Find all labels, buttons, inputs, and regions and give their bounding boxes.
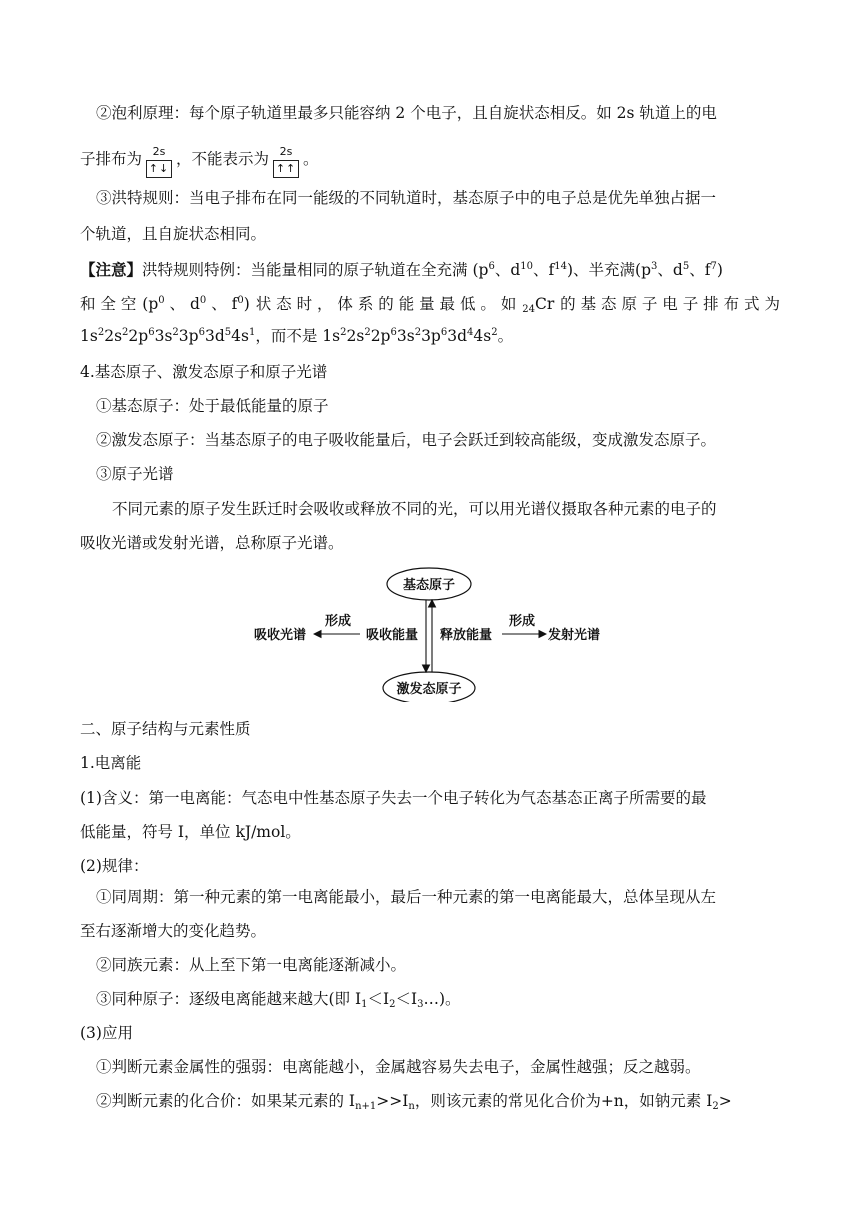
orbital-label-2: 2s (279, 145, 293, 158)
hund-rule-line-1: ③洪特规则：当电子排布在同一能级的不同轨道时，基态原子中的电子总是优先单独占据一 (96, 189, 717, 207)
atomic-spectrum-text-2: 吸收光谱或发射光谱，总称原子光谱。 (80, 534, 344, 552)
section-2-heading: 二、原子结构与元素性质 (80, 720, 251, 738)
excited-state-node: 激发态原子 (396, 682, 462, 697)
note-text: 洪特规则特例：当能量相同的原子轨道在全充满 (142, 261, 468, 279)
orbital-box-wrong (271, 146, 301, 180)
chromium-symbol: $_{24}$Cr (522, 295, 555, 315)
application-heading: (3)应用 (80, 1024, 133, 1042)
form-label-right: 形成 (508, 614, 536, 629)
pauli-example-text-b: ，不能表示为 (176, 150, 270, 168)
section-4-heading: 4.基态原子、激发态原子和原子光谱 (80, 363, 328, 381)
spectrum-diagram (250, 562, 610, 702)
form-label-left: 形成 (324, 614, 352, 629)
absorption-spectrum-label: 吸收光谱 (254, 628, 307, 643)
orbital-arrows-correct: ↑↓ (146, 160, 172, 178)
pauli-example-text-a: 子排布为 (80, 150, 143, 168)
note-lowest-energy: 状 态 时 ， 体 系 的 能 量 最 低 。 如 (255, 295, 517, 313)
note-empty-config: ($p^0$ 、 $d^0$ 、 $f^0$) (142, 295, 250, 313)
note-empty-label: 和 全 空 (80, 295, 137, 313)
note-full-filled: ($p^6$、$d^{10}$、$f^{14}$)、半充满($p^3$、$d^5$、$f^7$) (472, 261, 723, 279)
rules-heading: (2)规律： (80, 857, 149, 875)
period-rule-1: ①同周期：第一种元素的第一电离能最小，最后一种元素的第一电离能最大，总体呈现从左 (96, 888, 717, 906)
excited-state-line: ②激发态原子：当基态原子的电子吸收能量后，电子会跃迁到较高能级，变成激发态原子。 (96, 431, 717, 449)
note-head: 【注意】 (80, 260, 143, 279)
cr-wrong-config: $1s^22s^22p^63s^23p^63d^44s^2$。 (322, 327, 514, 345)
ionization-heading: 1.电离能 (80, 754, 142, 772)
orbital-arrows-wrong: ↑↑ (273, 160, 299, 178)
absorb-energy-label: 吸收能量 (365, 628, 418, 643)
note-line-1 (80, 260, 723, 280)
note-config-label: 的 基 态 原 子 电 子 排 布 式 为 (560, 295, 780, 313)
ionization-def-2: 低能量，符号 I，单位 kJ/mol。 (80, 823, 301, 841)
note-line-3 (80, 326, 513, 346)
ground-state-line: ①基态原子：处于最低能量的原子 (96, 397, 329, 415)
atomic-spectrum-heading: ③原子光谱 (96, 465, 174, 483)
orbital-box-correct (144, 146, 174, 180)
note-line-2 (80, 294, 780, 314)
atomic-spectrum-text-1: 不同元素的原子发生跃迁时会吸收或释放不同的光，可以用光谱仪摄取各种元素的电子的 (112, 500, 717, 518)
valence-rule: ②判断元素的化合价：如果某元素的 $I_{n+1}>>I_n$，则该元素的常见化合价为+n，如钠元素 $I_2>$ (96, 1092, 732, 1112)
pauli-principle-line: ②泡利原理：每个原子轨道里最多只能容纳 2 个电子，且自旋状态相反。如 2s 轨道上的电 (96, 104, 717, 122)
metallicity-rule: ①判断元素金属性的强弱：电离能越小，金属越容易失去电子，金属性越强；反之越弱。 (96, 1058, 701, 1076)
pauli-example-text-c: 。 (303, 150, 319, 168)
note-not-text: ，而不是 (255, 327, 318, 345)
release-energy-label: 释放能量 (440, 628, 493, 643)
ground-state-node: 基态原子 (402, 578, 456, 593)
cr-correct-config: $1s^22s^22p^63s^23p^63d^54s^1$ (80, 327, 256, 345)
hund-rule-line-2: 个轨道，且自旋状态相同。 (80, 225, 267, 243)
period-rule-2: 至右逐渐增大的变化趋势。 (80, 922, 267, 940)
group-rule: ②同族元素：从上至下第一电离能逐渐减小。 (96, 956, 407, 974)
same-atom-rule: ③同种原子：逐级电离能越来越大(即 $I_1<I_2<I_3\dots$)。 (96, 990, 461, 1010)
orbital-label: 2s (152, 145, 166, 158)
spectrum-diagram-svg (250, 562, 610, 702)
ionization-def-1: (1)含义：第一电离能：气态电中性基态原子失去一个电子转化为气态基态正离子所需要的最 (80, 789, 707, 807)
emission-spectrum-label: 发射光谱 (548, 628, 601, 643)
pauli-example-line (80, 146, 319, 180)
